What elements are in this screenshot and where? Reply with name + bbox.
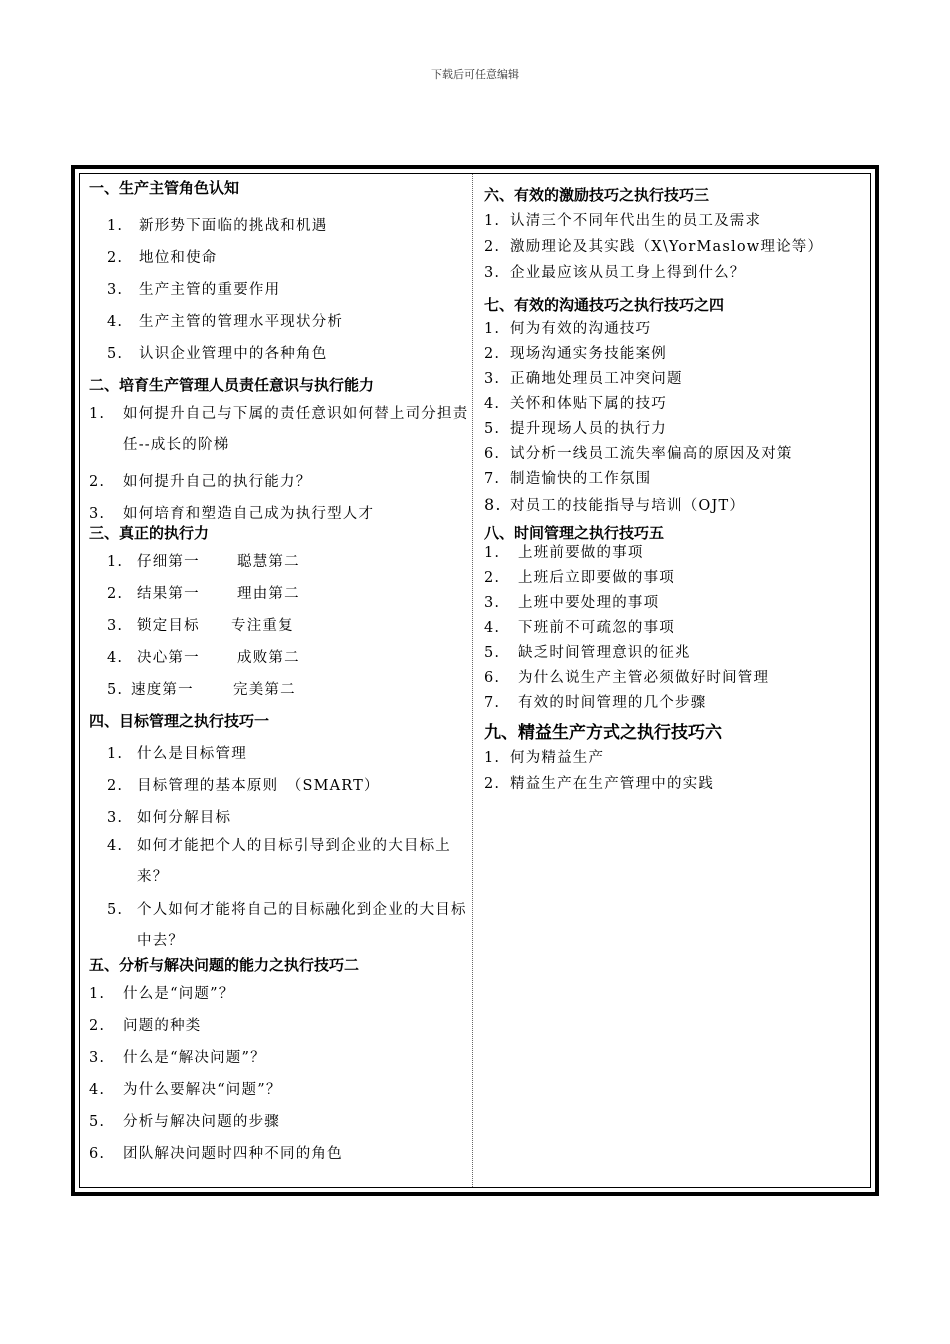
list-item: 4. 如何才能把个人的目标引导到企业的大目标上来？ (107, 838, 451, 885)
list-item: 4. 生产主管的管理水平现状分析 (107, 314, 344, 330)
list-item: 4. 决心第一 成败第二 (107, 650, 300, 666)
section-1-title: 一、生产主管角色认知 (89, 179, 240, 197)
section-8-title: 八、时间管理之执行技巧五 (484, 524, 665, 542)
list-item: 3. 生产主管的重要作用 (107, 282, 281, 298)
list-item: 4. 关怀和体贴下属的技巧 (484, 396, 667, 412)
list-item: 1. 仔细第一 聪慧第二 (107, 554, 300, 570)
list-item: 3. 如何培育和塑造自己成为执行型人才 (89, 506, 375, 522)
list-item: 1. 何为有效的沟通技巧 (484, 321, 652, 337)
list-item: 2. 目标管理的基本原则 （SMART） (107, 778, 380, 794)
section-6-title: 六、有效的激励技巧之执行技巧三 (484, 186, 710, 204)
list-item: 1. 如何提升自己与下属的责任意识如何替上司分担责任--成长的阶梯 (89, 406, 469, 453)
list-item: 5. 缺乏时间管理意识的征兆 (484, 645, 691, 661)
list-item: 6. 试分析一线员工流失率偏高的原因及对策 (484, 446, 793, 462)
list-item: 3. 企业最应该从员工身上得到什么？ (484, 265, 746, 281)
list-item: 2. 如何提升自己的执行能力？ (89, 474, 312, 490)
section-9-title: 九、精益生产方式之执行技巧六 (484, 723, 722, 743)
list-item: 2. 地位和使命 (107, 250, 218, 266)
list-item: 5. 提升现场人员的执行力 (484, 421, 667, 437)
list-item: 2. 上班后立即要做的事项 (484, 570, 675, 586)
list-item: 4. 为什么要解决“问题”？ (89, 1082, 282, 1098)
list-item: 4. 下班前不可疏忽的事项 (484, 620, 675, 636)
list-item: 6. 为什么说生产主管必须做好时间管理 (484, 670, 770, 686)
list-item: 2. 激励理论及其实践（X\YorMaslow理论等） (484, 239, 824, 255)
column-divider (472, 174, 473, 1187)
list-item: 5. 个人如何才能将自己的目标融化到企业的大目标中去？ (107, 902, 467, 949)
section-4-title: 四、目标管理之执行技巧一 (89, 712, 270, 730)
list-item: 2. 问题的种类 (89, 1018, 202, 1034)
page-header: 下载后可任意编辑 (431, 68, 519, 81)
list-item: 1. 什么是“问题”？ (89, 986, 235, 1002)
list-item: 3. 什么是“解决问题”？ (89, 1050, 266, 1066)
outline-table (71, 165, 879, 1196)
list-item: 3. 如何分解目标 (107, 810, 232, 826)
section-3-title: 三、真正的执行力 (89, 524, 210, 542)
list-item: 1. 什么是目标管理 (107, 746, 247, 762)
list-item: 1. 上班前要做的事项 (484, 545, 644, 561)
list-item: 1. 新形势下面临的挑战和机遇 (107, 218, 328, 234)
list-item: 5. 速度第一 完美第二 (107, 682, 296, 698)
table-inner-border (79, 173, 871, 1188)
list-item: 1. 认清三个不同年代出生的员工及需求 (484, 213, 762, 229)
list-item: 3. 上班中要处理的事项 (484, 595, 660, 611)
list-item: 8. 对员工的技能指导与培训（OJT） (484, 495, 746, 514)
list-item: 1. 何为精益生产 (484, 750, 605, 766)
list-item: 2. 现场沟通实务技能案例 (484, 346, 667, 362)
list-item: 3. 锁定目标 专注重复 (107, 618, 294, 634)
list-item: 6. 团队解决问题时四种不同的角色 (89, 1146, 343, 1162)
list-item: 3. 正确地处理员工冲突问题 (484, 371, 683, 387)
section-7-title: 七、有效的沟通技巧之执行技巧之四 (484, 296, 725, 314)
list-item: 5. 分析与解决问题的步骤 (89, 1114, 280, 1130)
list-item: 2. 精益生产在生产管理中的实践 (484, 776, 715, 792)
section-2-title: 二、培育生产管理人员责任意识与执行能力 (89, 376, 375, 394)
section-5-title: 五、分析与解决问题的能力之执行技巧二 (89, 956, 360, 974)
list-item: 7. 有效的时间管理的几个步骤 (484, 695, 707, 711)
list-item: 5. 认识企业管理中的各种角色 (107, 346, 328, 362)
list-item: 7. 制造愉快的工作氛围 (484, 471, 652, 487)
list-item: 2. 结果第一 理由第二 (107, 586, 300, 602)
